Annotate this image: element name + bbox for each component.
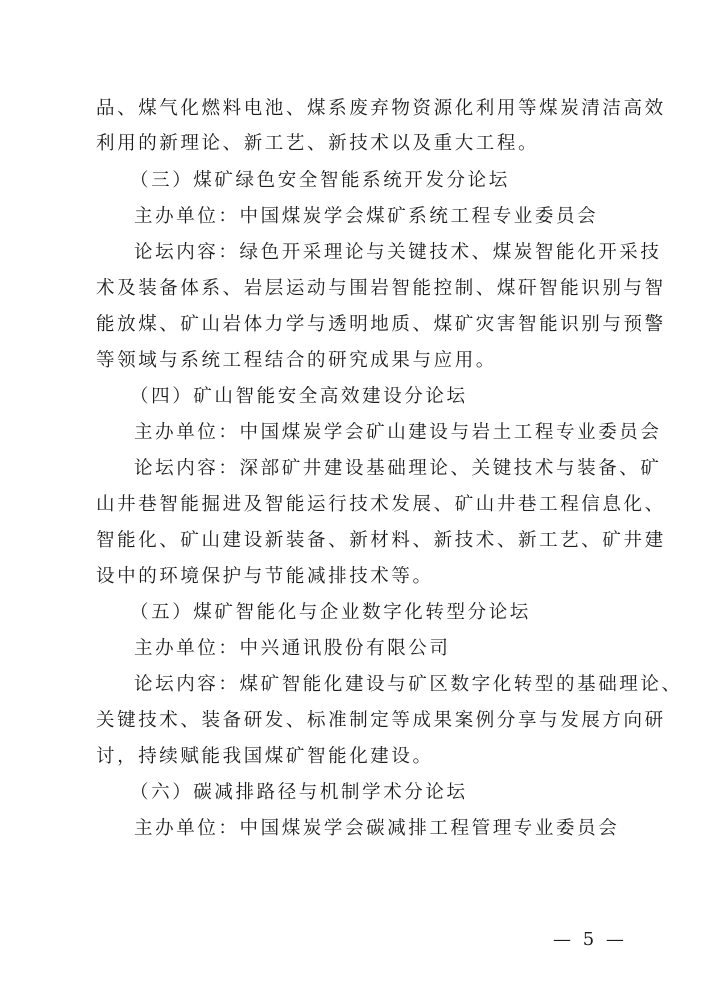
body-text-line: 智能化、矿山建设新装备、新材料、新技术、新工艺、矿井建 <box>96 530 666 551</box>
content-line: 论坛内容：煤矿智能化建设与矿区数字化转型的基础理论、 <box>134 674 683 695</box>
section-heading-4: （四）矿山智能安全高效建设分论坛 <box>130 386 468 407</box>
body-text-line: 山井巷智能掘进及智能运行技术发展、矿山井巷工程信息化、 <box>96 494 666 515</box>
body-text-line: 品、煤气化燃料电池、煤系废弃物资源化利用等煤炭清洁高效 <box>96 98 666 119</box>
body-text-line: 关键技术、装备研发、标准制定等成果案例分享与发展方向研 <box>96 710 666 731</box>
body-text-line: 利用的新理论、新工艺、新技术以及重大工程。 <box>96 133 540 154</box>
organizer-line: 主办单位：中国煤炭学会矿山建设与岩土工程专业委员会 <box>134 422 662 443</box>
body-text-line: 等领域与系统工程结合的研究成果与应用。 <box>96 350 497 371</box>
organizer-line: 主办单位：中国煤炭学会碳减排工程管理专业委员会 <box>134 818 620 839</box>
section-heading-5: （五）煤矿智能化与企业数字化转型分论坛 <box>130 602 531 623</box>
body-text-line: 能放煤、矿山岩体力学与透明地质、煤矿灾害智能识别与预警 <box>96 314 666 335</box>
body-text-line: 讨，持续赋能我国煤矿智能化建设。 <box>96 746 434 767</box>
section-heading-6: （六）碳减排路径与机制学术分论坛 <box>130 782 468 803</box>
organizer-line: 主办单位：中国煤炭学会煤矿系统工程专业委员会 <box>134 206 599 227</box>
page-number: — 5 — <box>553 929 627 950</box>
organizer-line: 主办单位：中兴通讯股份有限公司 <box>134 638 451 659</box>
content-line: 论坛内容：深部矿井建设基础理论、关键技术与装备、矿 <box>134 458 662 479</box>
section-heading-3: （三）煤矿绿色安全智能系统开发分论坛 <box>130 170 510 191</box>
body-text-line: 设中的环境保护与节能减排技术等。 <box>96 566 434 587</box>
content-line: 论坛内容：绿色开采理论与关键技术、煤炭智能化开采技 <box>134 242 662 263</box>
body-text-line: 术及装备体系、岩层运动与围岩智能控制、煤矸智能识别与智 <box>96 278 666 299</box>
